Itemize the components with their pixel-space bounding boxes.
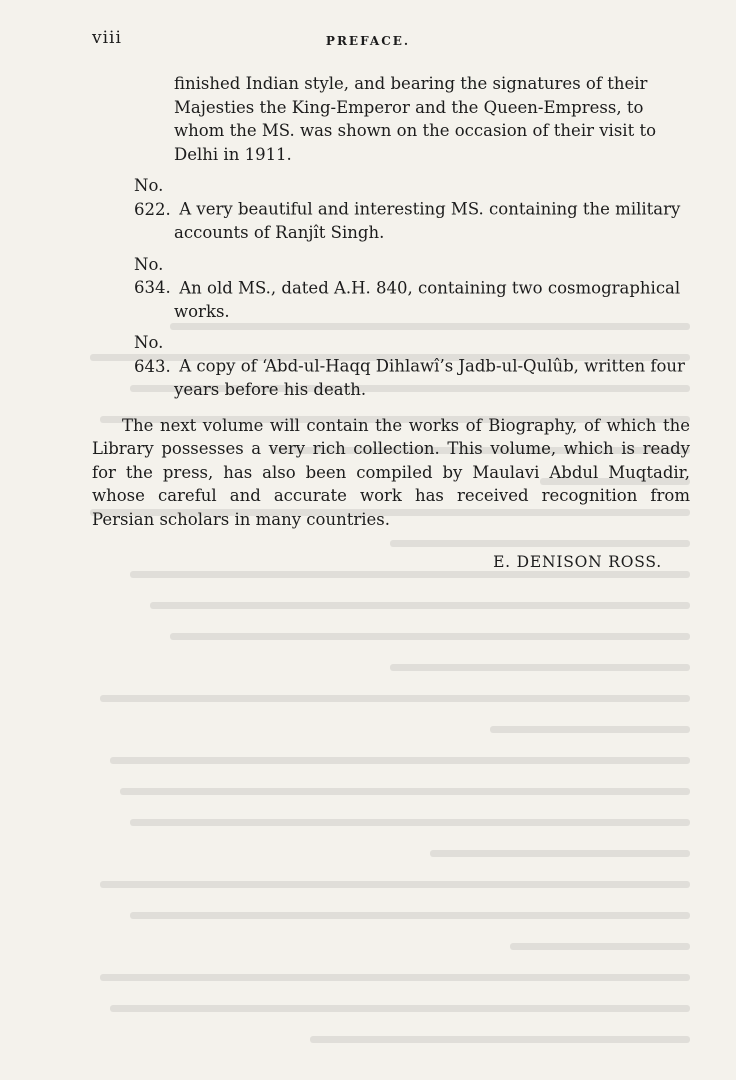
entry-number: No. 622. — [134, 176, 171, 219]
running-title: PREFACE. — [325, 34, 411, 48]
entry-number: No. 634. — [134, 254, 171, 297]
body-text — [92, 72, 690, 575]
author-signature: E. DENISON ROSS. — [493, 553, 662, 571]
page-number: viii — [92, 28, 122, 48]
manuscript-entry — [134, 174, 690, 245]
entry-text: A very beautiful and interesting MS. containing the military accounts of Ranjît Singh. — [174, 199, 681, 242]
entry-text: An old MS., dated A.H. 840, containing two cosmographical works. — [174, 278, 681, 321]
manuscript-entry — [134, 253, 690, 324]
closing-paragraph: The next volume will contain the works of Biography, of which the Library possesses a very rich collection. This volume, which is ready for the press, has also been compiled by Maulavi Abdul Muqtadir, whose careful and accurate work has received recognition from Persian scholars in many countries. — [92, 415, 690, 529]
entry-number: No. 643. — [134, 333, 171, 376]
continuation-paragraph: finished Indian style, and bearing the signatures of their Majesties the King-Emperor and the Queen-Empress, to whom the MS. was shown on the occasion of their visit to Delhi in 1911. — [174, 74, 657, 164]
manuscript-entry — [134, 331, 690, 402]
entry-text: A copy of ‘Abd-ul-Haqq Dihlawî’s Jadb-ul-Qulûb, written four years before his death. — [174, 356, 685, 399]
